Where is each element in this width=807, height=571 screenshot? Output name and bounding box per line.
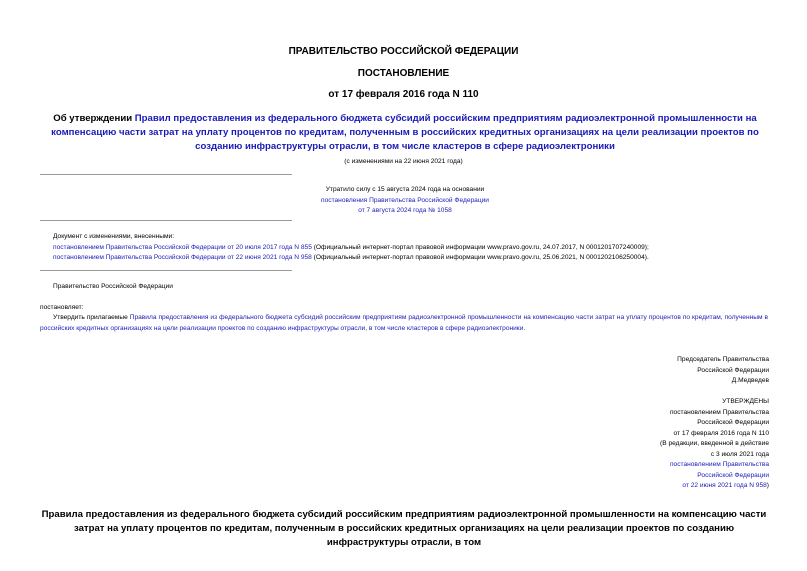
divider [40, 220, 292, 221]
approved-link-2[interactable]: Российской Федерации [697, 471, 769, 479]
title-rules-link[interactable]: Правил предоставления из федерального бюджета субсидий российским предприятиям радиоэлектронной промышленности на компенсацию части затрат на уплату процентов по кредитам, полученным в российских кредитных организациях на цели реализации проектов по созданию инфраструктуры отрасли, в том числе кластеров в сфере радиоэлектроники [51, 113, 759, 152]
signature-position: Председатель Правительства [677, 356, 769, 363]
signature-country: Российской Федерации [697, 366, 769, 374]
approved-link-3-line [569, 481, 769, 492]
approved-link-3[interactable]: от 22 июня 2021 года N 958 [682, 482, 767, 489]
approved-link-1[interactable]: постановлением Правительства [669, 461, 769, 468]
change-item-2-details: (Официальный интернет-портал правовой информации www.pravo.gov.ru, 25.06.2021, N 0001202106250004). [311, 254, 649, 261]
changes-block [53, 232, 773, 264]
approved-heading: УТВЕРЖДЕНЫ [722, 398, 769, 405]
change-item-2 [53, 253, 773, 264]
approve-paragraph [40, 313, 768, 334]
changes-heading: Документ с изменениями, внесенными: [53, 233, 175, 240]
decrees-line: постановляет: [40, 304, 84, 311]
divider [40, 270, 292, 271]
divider [40, 174, 292, 175]
title-prefix: Об утверждении [53, 113, 135, 124]
change-item-1-details: (Официальный интернет-портал правовой информации www.pravo.gov.ru, 24.07.2017, N 0001201707240009); [311, 243, 649, 251]
approved-line-2: постановлением Правительства [669, 408, 769, 416]
lost-force-link-2[interactable]: от 7 августа 2024 года № 1058 [358, 207, 452, 214]
rules-title: Правила предоставления из федерального бюджета субсидий российским предприятиям радиоэлектронной промышленности на компенсацию части затрат на уплату процентов по кредитам, полученным в российских кредитных организациях на цели реализации проектов по созданию инфраструктуры отрасли, в том [41, 509, 767, 548]
government-heading: ПРАВИТЕЛЬСТВО РОССИЙСКОЙ ФЕДЕРАЦИИ [288, 46, 519, 57]
document-date-number: от 17 февраля 2016 года N 110 [328, 89, 479, 100]
change-item-2-link[interactable]: постановлением Правительства Российской Федерации от 22 июня 2021 года N 958 [53, 254, 312, 261]
approved-block [569, 397, 769, 492]
approved-line-6: с 3 июля 2021 года [710, 450, 769, 458]
approved-line-4: от 17 февраля 2016 года N 110 [673, 429, 769, 437]
document-type: ПОСТАНОВЛЕНИЕ [357, 68, 450, 79]
change-item-1-link[interactable]: постановлением Правительства Российской Федерации от 20 июля 2017 года N 855 [53, 243, 312, 251]
approve-prefix: Утвердить прилагаемые [53, 314, 130, 321]
approved-line-5: (В редакции, введенной в действие [660, 440, 769, 447]
approved-close-paren: ) [766, 482, 769, 489]
signature-name: Д.Медведев [731, 377, 769, 384]
approve-rules-link[interactable]: Правила предоставления из федерального бюджета субсидий российским предприятиям радиоэлектронной промышленности на компенсацию части затрат на уплату процентов по кредитам, полученным в российских кредитных организациях на цели реализации проектов по созданию инфраструктуры отрасли, в том числе кластеров в сфере радиоэлектроники. [40, 314, 768, 332]
lost-force-link-1[interactable]: постановления Правительства Российской Федерации [321, 196, 489, 204]
change-item-1 [53, 243, 773, 254]
signature-block [569, 355, 769, 387]
amendments-note: (с изменениями на 22 июня 2021 года) [344, 158, 463, 165]
approved-line-3: Российской Федерации [697, 419, 769, 426]
document-title [40, 112, 770, 154]
government-line: Правительство Российской Федерации [53, 283, 173, 290]
lost-force-block [220, 185, 590, 217]
lost-force-text: Утратило силу с 15 августа 2024 года на основании [325, 186, 485, 193]
